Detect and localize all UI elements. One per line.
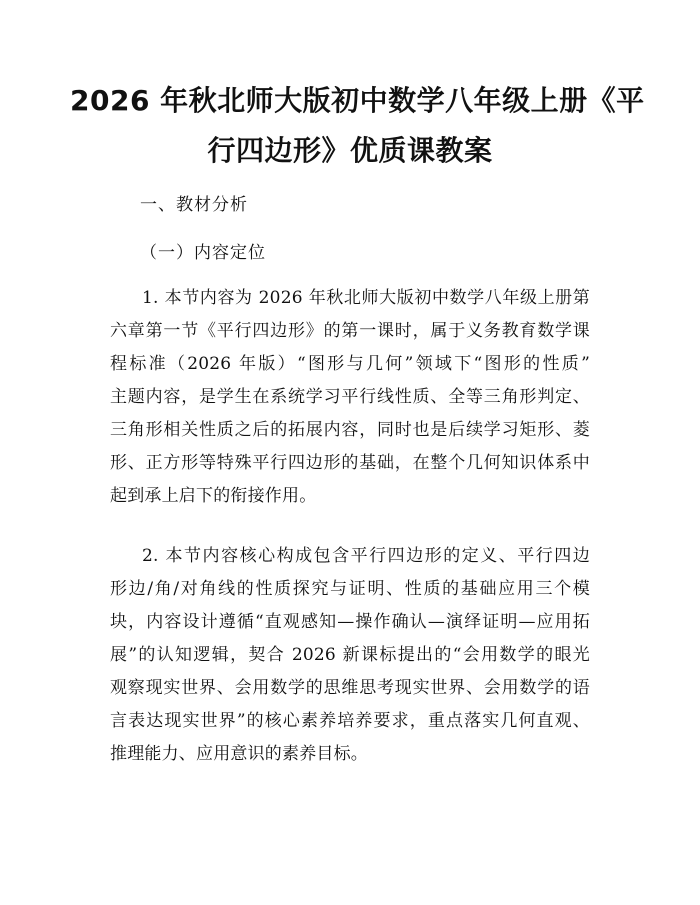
paragraph-line: 形、正方形等特殊平行四边形的基础，在整个几何知识体系中 — [110, 453, 590, 473]
paragraph-line: 言表达现实世界”的核心素养培养要求，重点落实几何直观、 — [110, 711, 590, 731]
document-title-line-1: 2026 年秋北师大版初中数学八年级上册《平 — [70, 84, 645, 117]
paragraph-line: 展”的认知逻辑，契合 2026 新课标提出的“会用数学的眼光 — [110, 645, 590, 665]
paragraph-line: 1. 本节内容为 2026 年秋北师大版初中数学八年级上册第 — [142, 288, 590, 308]
document-title-line-2: 行四边形》优质课教案 — [207, 134, 493, 167]
paragraph-line: 推理能力、应用意识的素养目标。 — [110, 744, 368, 764]
paragraph-line: 2. 本节内容核心构成包含平行四边形的定义、平行四边 — [142, 546, 590, 566]
section-heading: 一、教材分析 — [140, 195, 248, 215]
paragraph-line: 形边/角/对角线的性质探究与证明、性质的基础应用三个模 — [110, 579, 590, 599]
paragraph-line: 六章第一节《平行四边形》的第一课时，属于义务教育数学课 — [110, 321, 590, 341]
paragraph-line: 起到承上启下的衔接作用。 — [110, 486, 317, 506]
paragraph-line: 块，内容设计遵循“直观感知—操作确认—演绎证明—应用拓 — [110, 612, 590, 632]
paragraph-line: 观察现实世界、会用数学的思维思考现实世界、会用数学的语 — [110, 678, 590, 698]
paragraph-line: 主题内容，是学生在系统学习平行线性质、全等三角形判定、 — [110, 387, 590, 407]
paragraph-line: 三角形相关性质之后的拓展内容，同时也是后续学习矩形、菱 — [110, 420, 590, 440]
subsection-heading: （一）内容定位 — [140, 243, 266, 263]
paragraph-line: 程标准（2026 年版）“图形与几何”领域下“图形的性质” — [110, 354, 590, 374]
